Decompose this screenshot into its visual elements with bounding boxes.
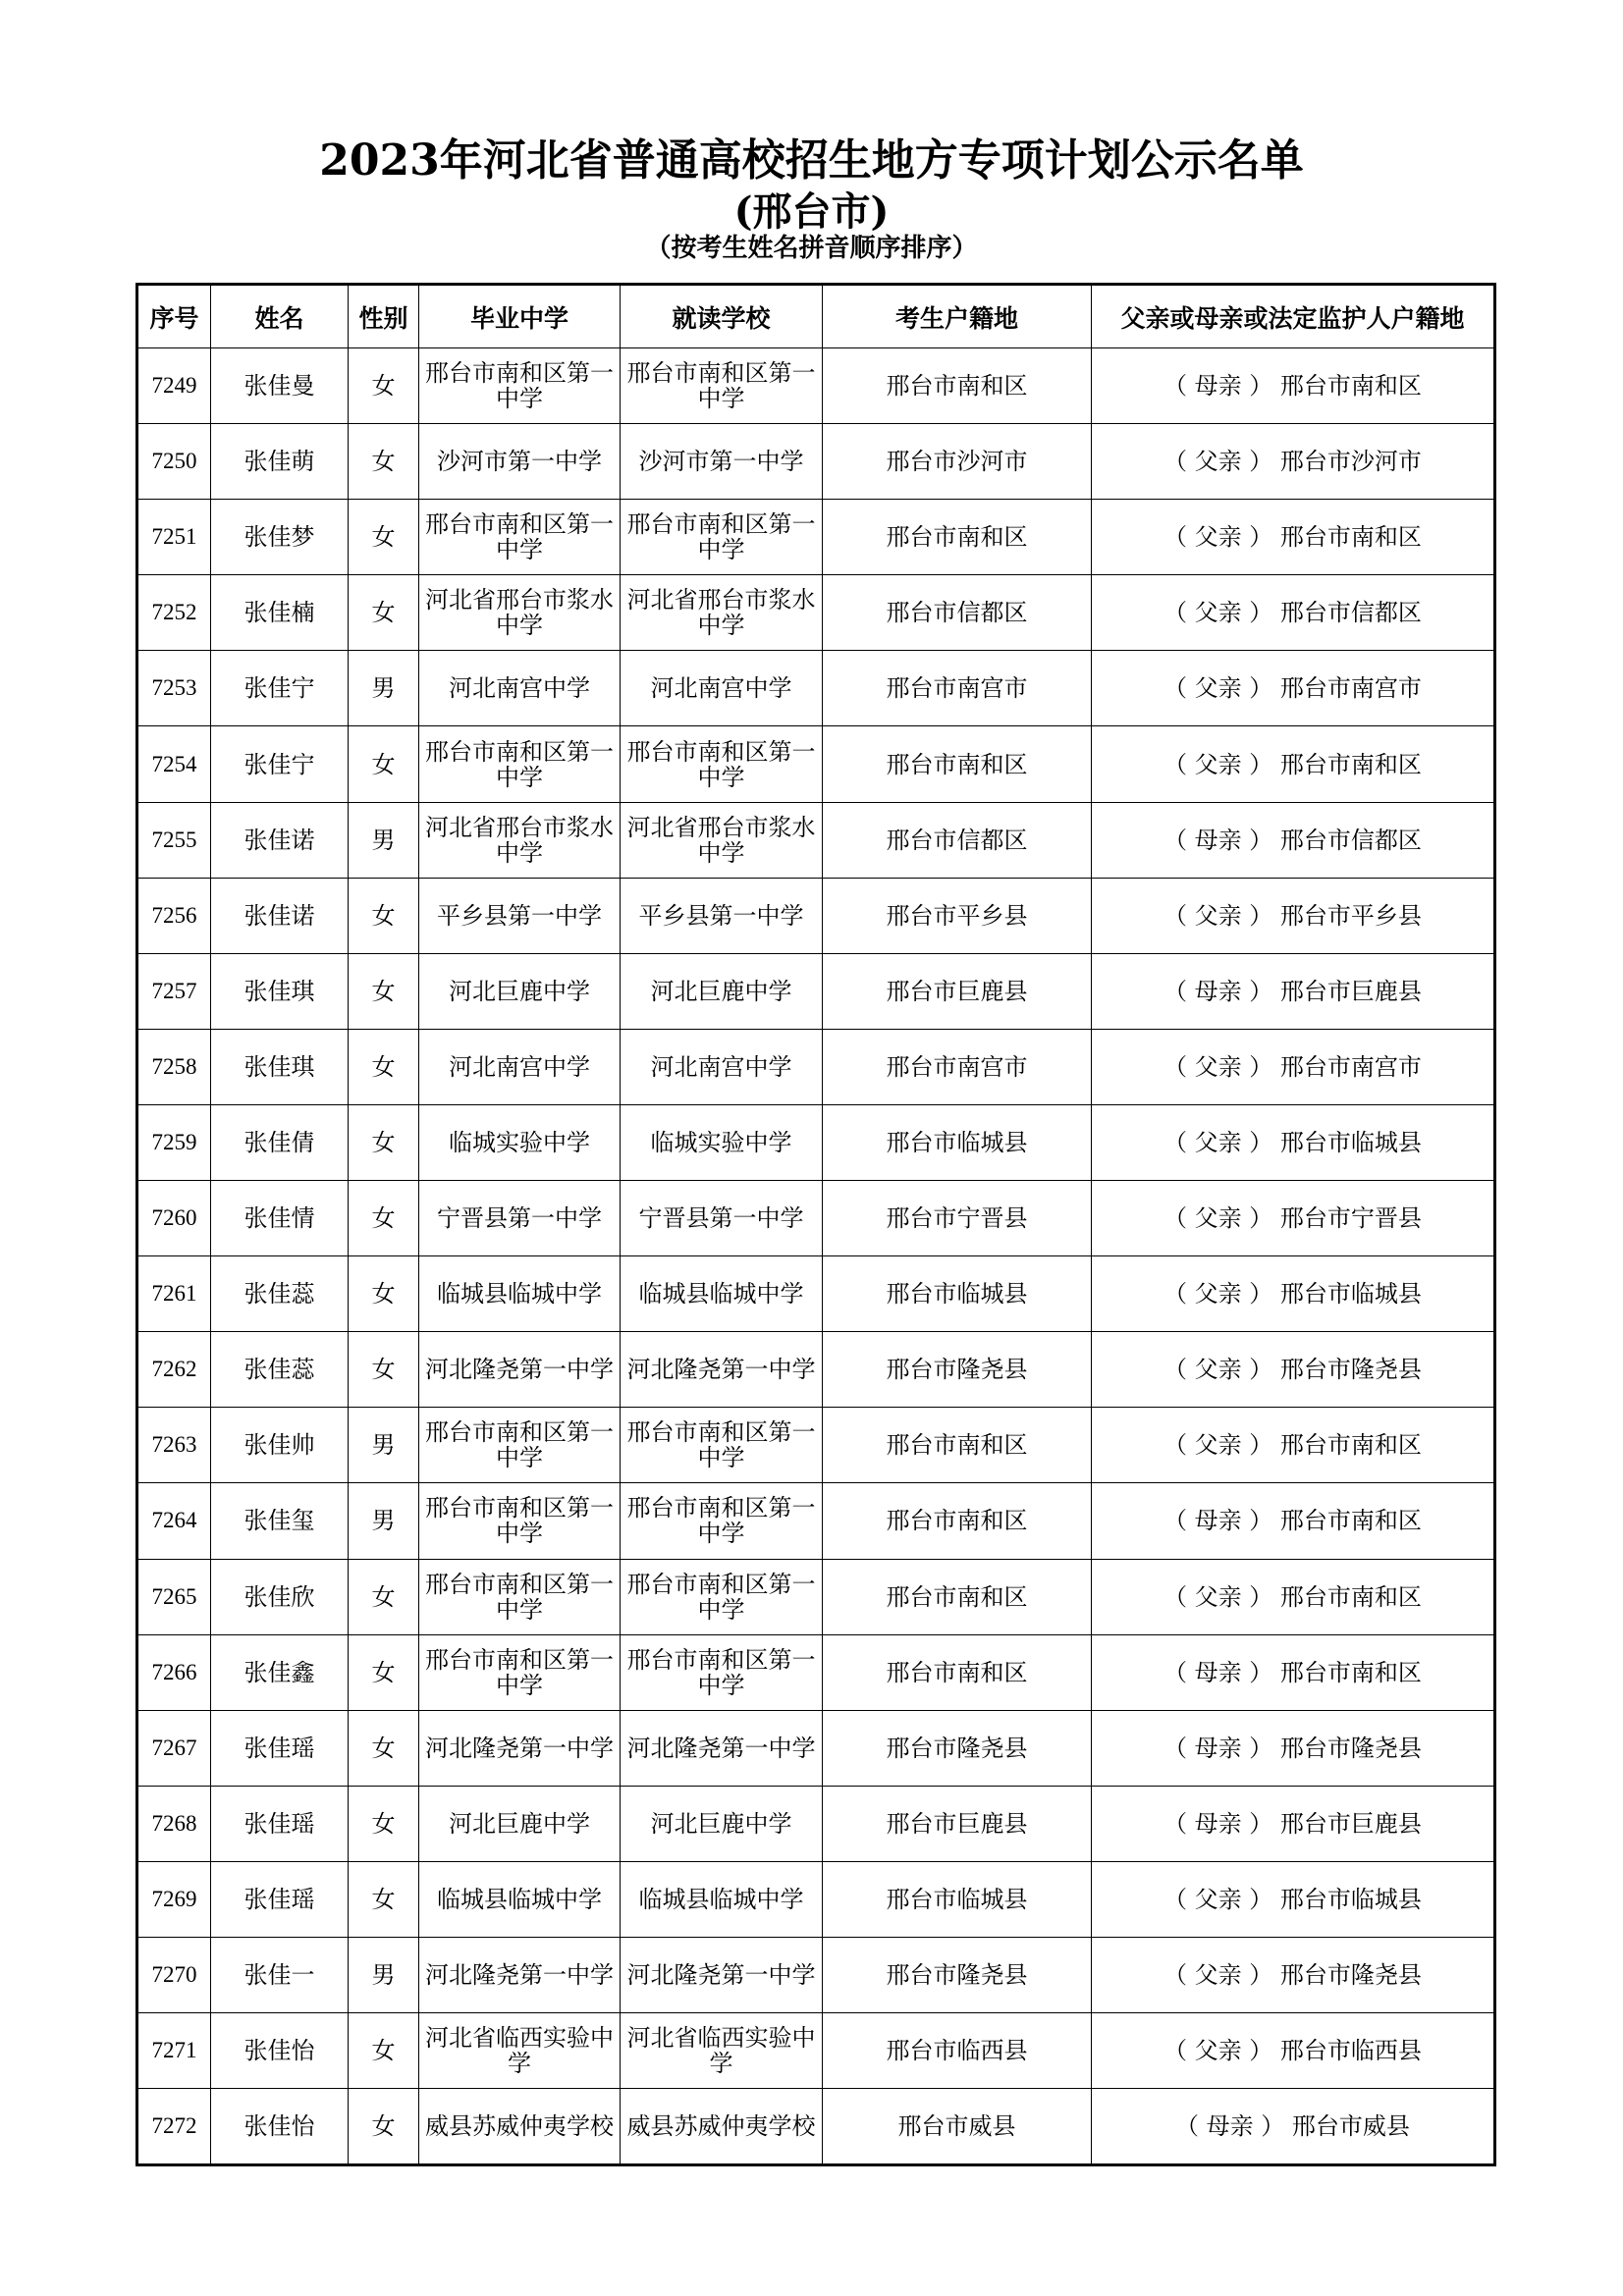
cell-guardian: （ 父亲 ） 邢台市信都区 [1092, 575, 1495, 651]
cell-gender: 女 [349, 1559, 419, 1634]
cell-name: 张佳蕊 [211, 1332, 349, 1408]
cell-household: 邢台市巨鹿县 [823, 953, 1092, 1029]
table-row [137, 575, 1495, 651]
cell-no: 7261 [137, 1256, 211, 1332]
cell-guardian: （ 父亲 ） 邢台市沙河市 [1092, 424, 1495, 500]
cell-household: 邢台市隆尧县 [823, 1332, 1092, 1408]
cell-study-school: 邢台市南和区第一中学 [621, 500, 823, 575]
cell-gender: 男 [349, 1937, 419, 2012]
column-header-grad-school: 毕业中学 [419, 285, 621, 348]
cell-study-school: 邢台市南和区第一中学 [621, 726, 823, 802]
cell-name: 张佳怡 [211, 2013, 349, 2089]
cell-household: 邢台市南和区 [823, 1408, 1092, 1483]
header-row [137, 285, 1495, 348]
document-sort-note: （按考生姓名拼音顺序排序） [645, 234, 978, 263]
cell-household: 邢台市沙河市 [823, 424, 1092, 500]
cell-study-school: 河北省邢台市浆水中学 [621, 575, 823, 651]
cell-grad-school: 河北隆尧第一中学 [419, 1937, 621, 2012]
cell-guardian: （ 父亲 ） 邢台市临西县 [1092, 2013, 1495, 2089]
cell-grad-school: 临城县临城中学 [419, 1256, 621, 1332]
table-row [137, 1559, 1495, 1634]
cell-name: 张佳鑫 [211, 1634, 349, 1710]
cell-study-school: 河北省临西实验中学 [621, 2013, 823, 2089]
cell-study-school: 邢台市南和区第一中学 [621, 348, 823, 424]
cell-grad-school: 河北南宫中学 [419, 1029, 621, 1104]
cell-study-school: 邢台市南和区第一中学 [621, 1559, 823, 1634]
cell-grad-school: 邢台市南和区第一中学 [419, 348, 621, 424]
cell-study-school: 河北隆尧第一中学 [621, 1937, 823, 2012]
cell-no: 7255 [137, 802, 211, 878]
table-row [137, 1786, 1495, 1861]
cell-guardian: （ 父亲 ） 邢台市宁晋县 [1092, 1181, 1495, 1256]
cell-grad-school: 邢台市南和区第一中学 [419, 1559, 621, 1634]
cell-no: 7267 [137, 1710, 211, 1786]
cell-no: 7254 [137, 726, 211, 802]
table-row [137, 1256, 1495, 1332]
cell-gender: 女 [349, 953, 419, 1029]
cell-no: 7264 [137, 1483, 211, 1559]
cell-study-school: 宁晋县第一中学 [621, 1181, 823, 1256]
cell-grad-school: 沙河市第一中学 [419, 424, 621, 500]
cell-name: 张佳一 [211, 1937, 349, 2012]
table-row [137, 802, 1495, 878]
cell-guardian: （ 父亲 ） 邢台市隆尧县 [1092, 1332, 1495, 1408]
cell-study-school: 邢台市南和区第一中学 [621, 1483, 823, 1559]
cell-guardian: （ 父亲 ） 邢台市南和区 [1092, 1559, 1495, 1634]
cell-study-school: 河北省邢台市浆水中学 [621, 802, 823, 878]
cell-name: 张佳楠 [211, 575, 349, 651]
cell-grad-school: 临城县临城中学 [419, 1861, 621, 1937]
cell-name: 张佳瑶 [211, 1710, 349, 1786]
cell-gender: 男 [349, 802, 419, 878]
cell-gender: 女 [349, 2089, 419, 2165]
cell-household: 邢台市信都区 [823, 575, 1092, 651]
cell-guardian: （ 父亲 ） 邢台市平乡县 [1092, 878, 1495, 953]
table-row [137, 1937, 1495, 2012]
cell-study-school: 沙河市第一中学 [621, 424, 823, 500]
cell-study-school: 河北巨鹿中学 [621, 1786, 823, 1861]
cell-guardian: （ 父亲 ） 邢台市南宫市 [1092, 651, 1495, 726]
cell-study-school: 河北南宫中学 [621, 651, 823, 726]
table-row [137, 953, 1495, 1029]
cell-household: 邢台市南和区 [823, 1483, 1092, 1559]
cell-guardian: （ 父亲 ） 邢台市南宫市 [1092, 1029, 1495, 1104]
cell-name: 张佳琪 [211, 953, 349, 1029]
cell-household: 邢台市南和区 [823, 500, 1092, 575]
cell-gender: 女 [349, 500, 419, 575]
cell-study-school: 临城县临城中学 [621, 1256, 823, 1332]
cell-gender: 男 [349, 651, 419, 726]
cell-name: 张佳蕊 [211, 1256, 349, 1332]
cell-gender: 男 [349, 1483, 419, 1559]
cell-household: 邢台市临城县 [823, 1861, 1092, 1937]
cell-gender: 女 [349, 575, 419, 651]
cell-household: 邢台市威县 [823, 2089, 1092, 2165]
cell-no: 7249 [137, 348, 211, 424]
cell-guardian: （ 母亲 ） 邢台市隆尧县 [1092, 1710, 1495, 1786]
cell-no: 7257 [137, 953, 211, 1029]
cell-grad-school: 河北省邢台市浆水中学 [419, 575, 621, 651]
cell-name: 张佳梦 [211, 500, 349, 575]
cell-name: 张佳宁 [211, 651, 349, 726]
cell-gender: 女 [349, 1710, 419, 1786]
table-header [137, 285, 1495, 348]
table-row [137, 1408, 1495, 1483]
cell-no: 7268 [137, 1786, 211, 1861]
cell-name: 张佳曼 [211, 348, 349, 424]
cell-study-school: 河北隆尧第一中学 [621, 1332, 823, 1408]
table-row [137, 2089, 1495, 2165]
cell-household: 邢台市南和区 [823, 348, 1092, 424]
column-header-gender: 性别 [349, 285, 419, 348]
cell-gender: 女 [349, 1181, 419, 1256]
cell-guardian: （ 父亲 ） 邢台市临城县 [1092, 1861, 1495, 1937]
cell-name: 张佳玺 [211, 1483, 349, 1559]
cell-guardian: （ 父亲 ） 邢台市南和区 [1092, 726, 1495, 802]
cell-guardian: （ 母亲 ） 邢台市信都区 [1092, 802, 1495, 878]
cell-grad-school: 平乡县第一中学 [419, 878, 621, 953]
cell-study-school: 平乡县第一中学 [621, 878, 823, 953]
cell-gender: 女 [349, 1861, 419, 1937]
cell-study-school: 河北南宫中学 [621, 1029, 823, 1104]
cell-gender: 女 [349, 348, 419, 424]
cell-no: 7256 [137, 878, 211, 953]
table-row [137, 1029, 1495, 1104]
cell-grad-school: 邢台市南和区第一中学 [419, 500, 621, 575]
table-row [137, 1181, 1495, 1256]
cell-guardian: （ 母亲 ） 邢台市南和区 [1092, 348, 1495, 424]
table-row [137, 1861, 1495, 1937]
cell-gender: 男 [349, 1408, 419, 1483]
cell-gender: 女 [349, 1104, 419, 1180]
cell-grad-school: 临城实验中学 [419, 1104, 621, 1180]
cell-household: 邢台市南宫市 [823, 651, 1092, 726]
cell-gender: 女 [349, 878, 419, 953]
cell-gender: 女 [349, 726, 419, 802]
cell-name: 张佳萌 [211, 424, 349, 500]
table-row [137, 2013, 1495, 2089]
cell-household: 邢台市巨鹿县 [823, 1786, 1092, 1861]
cell-no: 7272 [137, 2089, 211, 2165]
table-row [137, 424, 1495, 500]
column-header-household: 考生户籍地 [823, 285, 1092, 348]
cell-study-school: 邢台市南和区第一中学 [621, 1408, 823, 1483]
cell-grad-school: 河北省邢台市浆水中学 [419, 802, 621, 878]
cell-gender: 女 [349, 424, 419, 500]
column-header-name: 姓名 [211, 285, 349, 348]
cell-grad-school: 河北隆尧第一中学 [419, 1710, 621, 1786]
table-row [137, 651, 1495, 726]
cell-household: 邢台市隆尧县 [823, 1710, 1092, 1786]
cell-household: 邢台市平乡县 [823, 878, 1092, 953]
cell-guardian: （ 母亲 ） 邢台市巨鹿县 [1092, 953, 1495, 1029]
document-title: 2023年河北省普通高校招生地方专项计划公示名单 [319, 135, 1304, 186]
cell-no: 7251 [137, 500, 211, 575]
cell-grad-school: 威县苏威仲夷学校 [419, 2089, 621, 2165]
cell-study-school: 临城县临城中学 [621, 1861, 823, 1937]
cell-household: 邢台市隆尧县 [823, 1937, 1092, 2012]
table-row [137, 1104, 1495, 1180]
cell-gender: 女 [349, 1332, 419, 1408]
cell-grad-school: 邢台市南和区第一中学 [419, 726, 621, 802]
cell-no: 7262 [137, 1332, 211, 1408]
cell-grad-school: 河北南宫中学 [419, 651, 621, 726]
admission-list-table [135, 283, 1496, 2166]
cell-no: 7253 [137, 651, 211, 726]
cell-no: 7271 [137, 2013, 211, 2089]
cell-study-school: 威县苏威仲夷学校 [621, 2089, 823, 2165]
cell-household: 邢台市信都区 [823, 802, 1092, 878]
cell-no: 7263 [137, 1408, 211, 1483]
cell-guardian: （ 父亲 ） 邢台市临城县 [1092, 1256, 1495, 1332]
cell-name: 张佳帅 [211, 1408, 349, 1483]
table-body [137, 348, 1495, 2165]
cell-study-school: 河北隆尧第一中学 [621, 1710, 823, 1786]
cell-name: 张佳瑶 [211, 1861, 349, 1937]
cell-guardian: （ 母亲 ） 邢台市南和区 [1092, 1634, 1495, 1710]
cell-guardian: （ 母亲 ） 邢台市威县 [1092, 2089, 1495, 2165]
cell-guardian: （ 父亲 ） 邢台市临城县 [1092, 1104, 1495, 1180]
document-subtitle-city: (邢台市) [733, 188, 890, 235]
cell-household: 邢台市临城县 [823, 1104, 1092, 1180]
cell-household: 邢台市南和区 [823, 726, 1092, 802]
table-row [137, 726, 1495, 802]
cell-no: 7265 [137, 1559, 211, 1634]
cell-gender: 女 [349, 1256, 419, 1332]
column-header-no: 序号 [137, 285, 211, 348]
table-row [137, 500, 1495, 575]
cell-household: 邢台市宁晋县 [823, 1181, 1092, 1256]
cell-no: 7250 [137, 424, 211, 500]
cell-no: 7266 [137, 1634, 211, 1710]
cell-name: 张佳瑶 [211, 1786, 349, 1861]
cell-gender: 女 [349, 1029, 419, 1104]
cell-grad-school: 河北省临西实验中学 [419, 2013, 621, 2089]
cell-name: 张佳欣 [211, 1559, 349, 1634]
cell-household: 邢台市南宫市 [823, 1029, 1092, 1104]
cell-grad-school: 邢台市南和区第一中学 [419, 1634, 621, 1710]
cell-guardian: （ 母亲 ） 邢台市巨鹿县 [1092, 1786, 1495, 1861]
cell-household: 邢台市南和区 [823, 1559, 1092, 1634]
cell-name: 张佳怡 [211, 2089, 349, 2165]
cell-household: 邢台市临西县 [823, 2013, 1092, 2089]
cell-grad-school: 邢台市南和区第一中学 [419, 1408, 621, 1483]
cell-no: 7270 [137, 1937, 211, 2012]
cell-guardian: （ 父亲 ） 邢台市隆尧县 [1092, 1937, 1495, 2012]
cell-grad-school: 河北巨鹿中学 [419, 1786, 621, 1861]
table-row [137, 1634, 1495, 1710]
table-row [137, 878, 1495, 953]
cell-grad-school: 河北巨鹿中学 [419, 953, 621, 1029]
cell-gender: 女 [349, 1634, 419, 1710]
cell-guardian: （ 父亲 ） 邢台市南和区 [1092, 1408, 1495, 1483]
cell-household: 邢台市南和区 [823, 1634, 1092, 1710]
table-row [137, 1483, 1495, 1559]
cell-grad-school: 河北隆尧第一中学 [419, 1332, 621, 1408]
cell-grad-school: 邢台市南和区第一中学 [419, 1483, 621, 1559]
table-row [137, 1332, 1495, 1408]
column-header-study-school: 就读学校 [621, 285, 823, 348]
cell-study-school: 邢台市南和区第一中学 [621, 1634, 823, 1710]
cell-study-school: 临城实验中学 [621, 1104, 823, 1180]
cell-name: 张佳倩 [211, 1104, 349, 1180]
cell-name: 张佳诺 [211, 802, 349, 878]
column-header-guardian: 父亲或母亲或法定监护人户籍地 [1092, 285, 1495, 348]
cell-no: 7252 [137, 575, 211, 651]
cell-gender: 女 [349, 1786, 419, 1861]
cell-study-school: 河北巨鹿中学 [621, 953, 823, 1029]
cell-name: 张佳宁 [211, 726, 349, 802]
cell-no: 7260 [137, 1181, 211, 1256]
cell-guardian: （ 母亲 ） 邢台市南和区 [1092, 1483, 1495, 1559]
cell-no: 7269 [137, 1861, 211, 1937]
cell-name: 张佳情 [211, 1181, 349, 1256]
cell-no: 7258 [137, 1029, 211, 1104]
cell-name: 张佳琪 [211, 1029, 349, 1104]
cell-name: 张佳诺 [211, 878, 349, 953]
cell-guardian: （ 父亲 ） 邢台市南和区 [1092, 500, 1495, 575]
cell-no: 7259 [137, 1104, 211, 1180]
cell-grad-school: 宁晋县第一中学 [419, 1181, 621, 1256]
table-row [137, 348, 1495, 424]
table-row [137, 1710, 1495, 1786]
cell-household: 邢台市临城县 [823, 1256, 1092, 1332]
cell-gender: 女 [349, 2013, 419, 2089]
